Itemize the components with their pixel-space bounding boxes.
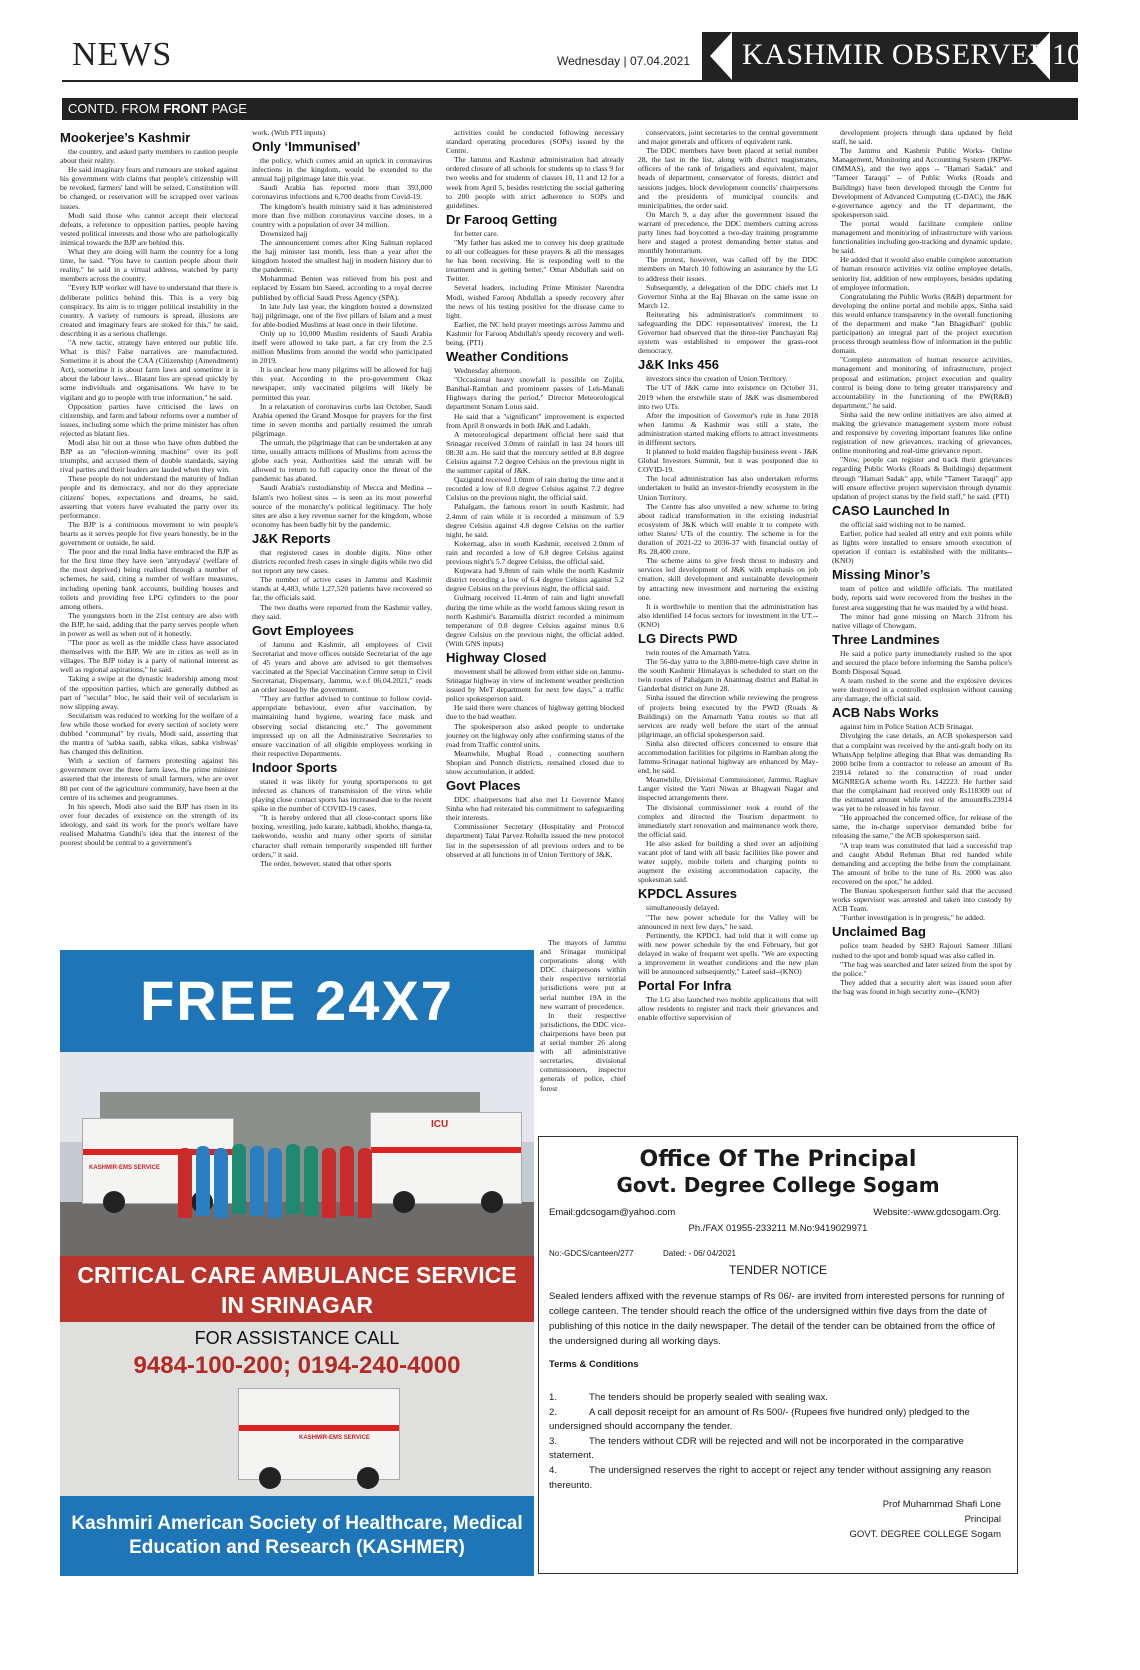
paragraph: What they are doing will harm the country for a long time, he said. "You have to caution people about their reality," he said in a virtual address, watched by party members across the country. [60,247,238,284]
paragraph: Modi said those who cannot accept their electoral defeats, a reference to opposition parties, people having vested political interests and those who are pathologically inimical towards the BJP are behind this. [60,210,238,247]
headline-only-immunised: Only ‘Immunised’ [252,139,361,155]
paragraph: Opposition parties have criticised the laws on citizenship, and farm and labour reforms over a number of issues, including some which the prime minister has often rejected as blatant lies. [60,401,238,438]
ambulance-photo [60,1052,534,1256]
paragraph: "A trap team was constituted that laid a successful trap and caught Abdul Rehman Bhat red handed while demanding and accepting the bribe from the complainant. The amount of bribe to the tune of Rs. 2000 was also recovered on the spot," he added. [832,840,1012,886]
headline-mookerjee: Mookerjee’s Kashmir [60,130,191,145]
paragraph: The kingdom's health ministry said it has administered more than five million coronavirus vaccine doses, in a country with a population of over 34 million. [252,201,432,229]
paragraph: The Jammu and Kashmir Public Works- Online Management, Monitoring and Accounting System (JKPW-OMMAS), and the two apps -- "Hamari Sadak" and "Tameer Taraqqi" -- of Public Works (Roads and Buildings) have been developed through the Centre for Development of Advanced Computing (C-DAC), the J&K e-governance agency and the IT department, the spokesperson said. [832,146,1012,219]
article-body [60,147,238,847]
column-5 [832,128,1012,996]
paragraph: The poor and the rural India have embraced the BJP as for the first time they have seen 'antyodaya' (welfare of the most deprived) being realised through a number of schemes, he said, citing a number of welfare measures, including opening bank accounts, building houses and toilets and providing free LPG cylinders to the poor among others. [60,547,238,611]
column-1 [60,128,238,847]
article-body [832,584,1012,629]
headline-missing-minor: Missing Minor’s [832,567,931,583]
paragraph: "Every BJP worker will have to understand that there is deliberate politics behind this. This is a very big conspiracy. Its aim is to trigger political instability in the country. A variety of rumours is spread, illusions are created and imaginary fears are stoked for this," he said, describing it as a serious challenge. [60,283,238,338]
paragraph: He added that it would also enable complete automation of human resource activities viz online employee details, seniority list, addition of new employees, besides updating of employee information. [832,255,1012,292]
paragraph: He said imaginary fears and rumours are stoked against his government with claims that people's citizenship will be revoked, farmers' land will be seized, Constitution will be changed, or reservation will be scrapped over various issues. [60,165,238,211]
paragraph: "The new power schedule for the Valley will be announced in next few days," he said. [638,912,818,931]
paragraph: Pertinently, the KPDCL had told that it will come up with new power schedule by the end February, but got delayed in wake of frequent wet spells. "We are expecting a improvement in weather conditions and the new plan will be announced subsequently," Lateef said--(KNO) [638,930,818,977]
article-body [638,128,818,355]
tender-phone: Ph./FAX 01955-233211 M.No:9419029971 [688,1223,868,1234]
paragraph: Wednesday afternoon. [454,366,522,376]
article-body [832,128,1012,501]
paragraph: In their respective jurisdictions, the DDC vice-chairpersons have been put at serial number 26 along with all administrative secretaries, divisional commissioners, inspector generals of police, chief forest [540,1010,626,1093]
list-item: 1. The tenders should be properly sealed with sealing wax. [549,1392,828,1403]
article-body [446,366,624,648]
column-2 [252,128,432,868]
paragraph: "Now, people can register and track their grievances regarding Public Works (Roads & Buildings) department through "Hamari Sadak" app, while "Tameer Taraqqi" app will ensure effective project supervision through dynamic updation of project status by the field staff," he said. (PTI) [832,455,1012,501]
paragraph: Only up to 10,000 Muslim residents of Saudi Arabia itself were allowed to take part, a far cry from the 2.5 million Muslims from around the world who participated in 2019. [252,328,432,366]
chevron-left-icon [710,32,732,80]
paragraph: Downsized hajj [260,228,308,238]
paragraph: that registered cases in double digits. Nine other districts recorded fresh cases in single digits while two did not report any new cases. [252,547,432,576]
article-body [446,795,624,859]
paragraph: Sinha said the new online initiatives are also aimed at making the grievance management system more robust and responsive by covering important features like online registration of new grievances, tracking of grievances, online monitoring and real-time grievance report. [832,409,1012,456]
paragraph: He said that a "significant" improvement is expected from April 8 onwards in both J&K and Ladakh. [446,411,624,430]
paragraph: "My father has asked me to convey his deep gratitude to all our colleagues for these prayers & all the messages he has been receiving. He is responding well to the treatment and is getting better," Omar Abdullah said on Twitter. [446,237,624,284]
paragraph: conservators, joint secretaries to the central government and major generals and officers of equivalent rank. [638,128,818,147]
paragraph: Sinha also directed officers concerned to ensure that accommodation facilities for pilgrims in Ramban along the Jammu-Srinagar national highway are enhanced by May-end, he said. [638,738,818,776]
paragraph: "They are further advised to continue to follow covid-appropriate behaviour, even after vaccination, by maintaining hand hygiene, wearing face mask and observing social distancing etc." The government impressed up on all the Administrative Secretaries to ensure vaccination of all eligible employees working in their respective Departments. [252,694,432,758]
article-body [446,667,624,776]
ambulance-icon: ICU [370,1112,522,1204]
paragraph: In late July last year, the kingdom hosted a downsized hajj pilgrimage, one of the five pillars of Islam and a must for able-bodied Muslims at least once in their lifetime. [252,301,432,329]
paragraph: The youngsters born in the 21st century are also with the BJP, he said, adding that the party serves people when in power as well as when out of it honestly. [60,610,238,638]
paragraph: Secularism was reduced to working for the welfare of a few while those worked for every section of society were dubbed "communal" by rivals, Modi said, asserting that the mantra of 'sabka saath, sabka vikas, sabka vishwas' has changed this definition. [60,710,238,757]
masthead [62,32,1082,82]
paragraph: the policy, which comes amid an uptick in coronavirus infections in the kingdom, would be extended to the annual hajj pilgrimage later this year. [252,156,432,184]
headline-weather: Weather Conditions [446,349,569,365]
paragraph: twin routes of the Amarnath Yatra. [646,647,751,657]
headline-jk-reports: J&K Reports [252,530,331,546]
ad-headline: FREE 24X7 [60,950,534,1052]
paragraph: movement shall be allowed from either side on Jammu-Srinagar highway in view of inclement weather prediction issued by MeT department for next few days," a traffic police spokesperson said. [446,666,624,704]
article-body [638,648,818,884]
article-body [446,229,624,347]
paragraph: "It is hereby ordered that all close-contact sports like boxing, wrestling, judo karate, kabbadi, khokho, thanga-ta, taekwondo, wushu and many other sports of similar character shall remain temporarily suspended till further orders," it said. [252,813,432,859]
article-body [252,777,432,868]
paragraph: team of police and wildlife officials. The mutilated body, reports said were recovered from the bushes in the forest area suggesting that he was mauled by a wild beast. [832,584,1012,612]
ad-phone-numbers: 9484-100-200; 0194-240-4000 [133,1352,461,1379]
paragraph: "Occasional heavy snowfall is possible on Zojila, Banihal-Ramban and prominent passes of Leh-Manali Highways during the period," Director Meteorological department Sonam Lotus said. [446,375,624,412]
tender-college-title: Govt. Degree College Sogam [616,1173,940,1197]
ad-service-band: CRITICAL CARE AMBULANCE SERVICE IN SRINAGAR [60,1256,534,1322]
headline-highway-closed: Highway Closed [446,649,547,665]
tender-website: Website:-www.gdcsogam.Org. [873,1207,1001,1218]
tender-notice [538,1136,1018,1574]
article-body [638,374,818,629]
paragraph: These people do not understand the maturity of Indian people and its democracy, and nor do they appreciate citizens' hopes, expectations and dreams, he said, asserting that voters have evaluated the party over its performance. [60,474,238,520]
paragraph: Mohammad Benten was relieved from his post and replaced by Essam bin Saeed, according to a royal decree published by official Saudi Press Agency (SPA). [252,274,432,302]
paragraph: simultaneously delayed. [646,903,720,913]
article-body [832,520,1012,565]
paragraph: The local administration has also undertaken reforms undertaken to build an investor-friendly ecosystem in the Union Territory. [638,474,818,502]
paragraph: "Further investigation is in progress," he added. [840,913,985,923]
paragraph: Modi also hit out at those who have often dubbed the BJP as an "election-winning machine" over its poll triumphs, and accused them of double standards, saying rival parties and their leaders are lauded when they win. [60,438,238,475]
paragraph: Several leaders, including Prime Minister Narendra Modi, wished Farooq Abdullah a speedy recovery after the news of his testing positive for the disease came to light. [446,283,624,320]
article-body [540,938,626,1093]
article-body [252,548,432,621]
paragraph: Sinha issued the direction while reviewing the progress of projects being executed by the PWD (Roads & Buildings) on the Amarnath Yatra routes so that all services are ready well before the start of the annual pilgrimage, an official spokesperson said. [638,693,818,739]
issue-date: Wednesday | 07.04.2021 [557,54,690,68]
list-item: 4. The undersigned reserves the right to accept or reject any tender without assigning any reason thereunto. [549,1464,992,1491]
paragraph: A team rushed to the scene and the explosive devices were destroyed in a controlled explosion without causing any damage, the official said. [832,676,1012,704]
paragraph: activities could be conducted following necessary standard operating procedures (SOPs) issued by the Centre. [446,128,624,156]
ambulance-icon: KASHMIR-EMS SERVICE [82,1118,234,1204]
tender-body: Sealed lenders affixed with the revenue stamps of Rs 06/- are invited from interested persons for running of college canteen. The tender should reach the office of the undersigned within five days from the date of publishing of this notice in the daily newspaper. The detail of the tender can be obtained from the office of the undersigned during all working days. [549,1291,1005,1347]
paragraph: Gulmarg received 11.4mm of rain and light snowfall during the time while as the world famous skiing resort in north Kashmir's Baramulla district recorded a minimum temperature of 0.8 degree Celsius against minus 0.6 degree Celsius on the previous night, the official added. (With GNS inputs) [446,593,624,648]
paragraph: against him in Police Station ACB Srinagar. [840,722,974,732]
headline-unclaimed-bag: Unclaimed Bag [832,924,926,940]
article-body [446,128,624,210]
paragraph: Commissioner Secretary (Hospitality and Protocol department) Talat Parvez Rohella issued the new protocol list in the supersession of all previous orders and to be observed at all functions in of Union Territory of J&K. [446,822,624,859]
paragraph: investors since the creation of Union Territory. [646,374,788,384]
narrow-column [540,938,626,1093]
headline-govt-employees: Govt Employees [252,622,354,638]
paragraph: Saudi Arabia has reported more than 393,000 coronavirus infections and 6,700 deaths from Covid-19. [252,183,432,202]
paragraph: He said a police party immediately rushed to the spot and secured the place before informing the Samba police's Bomb Disposal Squad. [832,648,1012,676]
paragraph: The protest, however, was called off by the DDC members on March 10 following an assurance by the LG to address their issues. [638,255,818,283]
paragraph: In a relaxation of coronavirus curbs last October, Saudi Arabia opened the Grand Mosque for prayers for the first time in seven months and partially resumed the umrah pilgrimage. [252,401,432,438]
paragraph: The announcement comes after King Salman replaced the hajj minister last month, less than a year after the kingdom hosted the smallest hajj in modern history due to the pandemic. [252,237,432,275]
paragraph: The BJP is a continuous movement to win people's hearts as it serves people for five years honestly, be in the government or outside, he said. [60,519,238,548]
article-tail: work. (With PTI inputs) [252,128,326,137]
paragraph: The spokesperson also asked people to undertake journey on the highway only after confirming status of the road from Traffic control units. [446,721,624,749]
paragraph: Meanwhile, Mughal Road , connecting southern Shopian and Ponnch districts, remained closed due to snow accumulation, it added. [446,748,624,776]
paragraph: The LG also launched two mobile applications that will allow residents to register and track their grievances and enable effective supervision of [638,995,818,1023]
article-body [252,640,432,758]
newspaper-name: KASHMIR OBSERVER [742,38,1051,71]
paragraph: He also asked for building a shed over an adjoining vacant plot of land with all basic facilities like power and water supply, mobile toilets and charging points to augment the existing accommodation capacity, the spokesman said. [638,838,818,885]
headline-acb-nabs: ACB Nabs Works [832,705,939,721]
list-item: 2. A call deposit receipt for an amount of Rs 500/- (Rupees five hundred only) pledged to the undersigned should accompany the tender. [549,1406,970,1433]
paragraph: A meteorological department official here said that Srinagar received 3.0mm of rainfall in last 24 hours till 08:30 a.m. He said that the mercury settled at 8.8 degree Celsius against 7.2 degree Celsius on the previous night in the summer capital of J&K. [446,429,624,476]
paragraph: Saudi Arabia's custodianship of Mecca and Medina -- Islam's two holiest sites -- is seen as its most powerful source of the monarchy's political legitimacy. The holy sites are also a key revenue earner for the kingdom, whose economy has been badly hit by the pandemic. [252,483,432,529]
paragraph: The 56-day yatra to the 3,880-metre-high cave shrine in the south Kashmir Himalayas is scheduled to start on the twin routes of Pahalgam in Anantnag district and Baltal in Ganderbal district on June 28. [638,657,818,694]
paragraph: "Complete automation of human resource activities, management and monitoring of infrastructure, project proposal and estimation, project execution and quality control is being done to bring greater transparency and accountability in the functioning of the PW(R&B) department," he said. [832,355,1012,410]
paragraph: the official said wishing not to be named. [840,519,966,529]
section-title: NEWS [72,36,173,73]
continued-banner: CONTD. FROM FRONT PAGE [62,98,1078,120]
paragraph: Kupwara had 9.8mm of rain while the north Kashmir district recording a low of 6.4 degree Celsius against 5.2 degree Celsius on the previous night, the official said. [446,566,624,594]
paragraph: "He approached the concerned office, for release of the same, the in-charge supervisor demanded bribe for releasing the same," the ACB spokesperson said. [832,813,1012,841]
paragraph: The mayors of Jammu and Srinagar municipal corporations along with DDC chairpersons within their respective territorial jurisdictions were put at serial number 19A in the new warrant of precedence. [540,938,626,1011]
paragraph: Pahalgam, the famous resort in south Kashmir, had 2.4mm of rain while it is recorded a minimum of 5.9 degree Celsius against 4.8 degree Celsius on the earlier night, he said. [446,502,624,539]
article-body [638,995,818,1022]
paragraph: Reiterating his administration's commitment to safeguarding the DDC representatives' interest, the Lt Governor had observed that the three-tier Panchayati Raj system was established to empower the grass-root democracy. [638,309,818,356]
tender-reference-no: No:-GDCS/canteen/277 [549,1249,634,1258]
ambulance-advertisement [60,950,534,1576]
paragraph: for better care. [454,228,499,238]
paragraph: The two deaths were reported from the Kashmir valley, they said. [252,602,432,621]
paragraph: It planned to hold maiden flagship business event - J&K Global Investors Summit, but it was postponed due to COVID-19. [638,447,818,475]
paragraph: stated it was likely for young sportspersons to get infected as chances of transmission of the virus while playing close contact sports has increased due to the recent spike in the number of COVID-19 cases. [252,776,432,814]
paragraph: Taking a swipe at the dynastic leadership among most of the opposition parties, which are generally dubbed as part of "secular" bloc, he said their veil of secularism is now slipping away. [60,674,238,711]
column-3 [446,128,624,859]
ad-organization: Kashmiri American Society of Healthcare, Medical Education and Research (KASHMER) [60,1496,534,1576]
tender-office-title: Office Of The Principal [639,1147,917,1172]
paragraph: The order, however, stated that other sports [260,858,392,868]
column-4 [638,128,818,1022]
paragraph: Divulging the case details, an ACB spokesperson said that a complaint was received by the anti-graft body on its WhatsApp helpline alleging that Bhat was demanding Rs 2000 bribe from a contractor to release an amount of Rs 23914 related to the construction of road under MGNREGA scheme worth Rs. 142223. He further said that the complainant had received only Rs118309 out of the estimated amount while rest of the amountRs.23914 was yet to be released in his favour. [832,731,1012,814]
headline-three-landmines: Three Landmines [832,631,940,647]
paragraph: The UT of J&K came into existence on October 31, 2019 when the erstwhile state of J&K was dismembered into two UTs. [638,383,818,411]
tender-email: Email:gdcsogam@yahoo.com [549,1207,676,1218]
paragraph: development projects through data updated by field staff, he said. [832,128,1012,147]
paragraph: The scheme aims to give fresh thrust to industry and services led development of J&K with emphasis on job creation, skill development and sustainable development by attracting new investment and nurturing the existing one. [638,556,818,602]
paragraph: Congratulating the Public Works (R&B) department for developing the online portal and mobile apps, Sinha said this would enhance transparency in the overall functioning of the department and make "Jan Bhagidhari" (public participation) an integral part of the project execution process through seamless flow of information in the public domain. [832,291,1012,356]
paragraph: The minor had gone missing on March 31from his native village of Chowgam. [832,611,1012,630]
paragraph: "The bag was searched and later seized from the spot by the police." [832,959,1012,978]
article-body [832,722,1012,922]
paragraph: The umrah, the pilgrimage that can be undertaken at any time, usually attracts millions of Muslims from across the globe each year. Authorities said the umrah will be allowed to return to full capacity once the threat of the pandemic has abated. [252,438,432,484]
paragraph: "A new tactic, strategy have entered our public life. What is this? False narratives are manufactured. Sometime it is about the CAA (Citizenship (Amendment) Act), sometime it is about farm laws and sometime it is about the labour laws... Blatant lies are spread quickly by some individuals and organisations. We have to be vigilant and go to people with true information," he said. [60,337,238,402]
paragraph: In his speech, Modi also said the BJP has risen in its over four decades of existence on the strength of its ideology, and said its work for the poor's welfare have realised Mahatma Gandhi's idea that the interest of the poorest should be central to a government's [60,801,238,848]
paragraph: police team headed by SHO Rajouri Sameer Jillani rushed to the spot and bomb squad was also called in. [832,941,1012,960]
headline-jk-inks: J&K Inks 456 [638,357,719,373]
paragraph: The Centre has also unveiled a new scheme to bring about radical transformation in the existing industrial ecosystem of J&K which will enable it to compete with other States/ UTs of the country. The scheme is for the duration of 2021-22 to 2036-37 with financial outlay of Rs. 28,400 crore. [638,501,818,557]
paragraph: It is unclear how many pilgrims will be allowed for hajj this year. According to the pro-government Okaz newspaper, only vaccinated pilgrims will likely be permitted this year. [252,365,432,402]
paragraph: After the imposition of Governor's rule in June 2018 when Jammu & Kashmir was still a state, the administration started making efforts to attract investments in different sectors. [638,410,818,447]
paragraph: Meanwhile, Divisional Commissioner, Jammu, Raghav Langer visited the Yatri Niwas at Bhagwati Nagar and inspected arrangements there. [638,775,818,803]
ambulance-icon: KASHMIR-EMS SERVICE [238,1388,400,1480]
paragraph: Qazigund received 1.0mm of rain during the time and it recorded a low of 8.0 degree Celsius against 7.2 degree Celsius on the previous night, the official said. [446,475,624,503]
paragraph: The divisional commissioner took a round of the complex and directed the Tourism department to immediately start renovation and maintenance work there, the official said. [638,802,818,839]
paragraph: They added that a security alert was issued soon after the bag was found in high security zone--(KNO) [832,977,1012,996]
paragraph: He said there were chances of highway getting blocked due to the bad weather. [446,703,624,722]
article-body [832,941,1012,996]
paragraph: The DDC members have been placed at serial number 28, the last in the list, along with district magistrates, officers of the rank of brigadiers and equivalent, major heads of department, conservator of forests, district and sessions judges, block development councils' chairpersons and the presidents of municipal councils and municipalities, the order said. [638,146,818,210]
tender-signature: Prof Muhammad Shafi Lone Principal GOVT. DEGREE COLLEGE Sogam [849,1499,1001,1540]
article-body [252,156,432,529]
headline-caso: CASO Launched In [832,502,950,518]
chevron-left-icon [1028,32,1050,80]
paragraph: The portal would facilitate complete online management and monitoring of infrastructure with various functionalities including geo-tracking and dynamic update, he said. [832,218,1012,256]
paragraph: Kokernag, also in south Kashmir, received 2.0mm of rain and recorded a low of 6.8 degree Celsius against previous night's 5.7 degree Celsius, the official said. [446,538,624,567]
tender-terms-heading: Terms & Conditions [549,1359,639,1370]
ad-assist-label: FOR ASSISTANCE CALL [194,1328,400,1348]
page-number: 10 [1052,38,1082,71]
paragraph: "The poor as well as the middle class have associated themselves with the BJP. We are in cities as well as in villages. The BJP today is a party of national interest as well as regional aspirations," he said. [60,638,238,675]
article-body [638,903,818,976]
article-body [832,649,1012,704]
paragraph: With a section of farmers protesting against his government over the three farm laws, the prime minister asserted that the interests of small farmers, who are over 80 per cent of the agriculture community, have been at the centre of its schemes and programmes. [60,756,238,802]
paragraph: DDC chairpersons had also met Lt Governor Manoj Sinha who had reiterated his commitment to safeguarding their interests. [446,795,624,823]
headline-kpdcl: KPDCL Assures [638,886,737,902]
list-item: 3. The tenders without CDR will be rejected and will not be incorporated in the comparative statement. [549,1435,964,1462]
paragraph: On March 9, a day after the government issued the warrant of precedence, the DDC members cutting across party lines had boycotted a two-day training programme here and staged a protest demanding better status and monthly honorarium. [638,209,818,256]
tender-notice-heading: TENDER NOTICE [728,1263,827,1277]
headline-indoor-sports: Indoor Sports [252,759,338,775]
paragraph: The Bureau spokesperson further said that the accused works supervisor was arrested and taken into custody by ACB Team. [832,886,1012,914]
headline-dr-farooq: Dr Farooq Getting [446,211,558,227]
paragraph: the country, and asked party members to caution people about their reality. [60,147,238,166]
paragraph: It is worthwhile to mention that the administration has also identified 14 focus sectors for investment in the UT.--(KNO) [638,601,818,629]
paragraph: Earlier, police had sealed all entry and exit points while as lights were installed to ensure smooth execution of operation if contact is established with the militants--(KNO) [832,528,1012,566]
paragraph: The Jammu and Kashmir administration had already ordered closure of all schools for students up to class 9 for two weeks and for students of classes 10, 11 and 12 for a week from April 5, besides restricting the social gathering to 200 people with strict adherence to SOPs and guidelines. [446,155,624,210]
paragraph: Subsequently, a delegation of the DDC chiefs met Lt Governor Sinha at the Raj Bhavan on the same issue on March 12. [638,282,818,310]
headline-portal-infra: Portal For Infra [638,978,732,994]
paragraph: The number of active cases in Jammu and Kashmir stands at 4,483, while 1,27,520 patients have recovered so far, the officials said. [252,575,432,603]
headline-govt-places: Govt Places [446,778,521,794]
paragraph: Earlier, the NC held prayer meetings across Jammu and Kashmir for Farooq Abdullah's speedy recovery and well-being. (PTI) [446,319,624,347]
tender-terms-list [549,1391,1005,1493]
headline-lg-directs: LG Directs PWD [638,630,738,646]
paragraph: of Jammu and Kashmir, all employees of Civil Secretariat and move offices outside Secretariat of the age of 45 years and above are advised to get themselves vaccinated at the Special Vaccination Centre setup in Civil Secretariat, Dispensary, Jammu, w.e.f 06.04.2021," reads an order issued by the government. [252,639,432,695]
tender-date: Dated: - 06/ 04/2021 [663,1249,736,1258]
